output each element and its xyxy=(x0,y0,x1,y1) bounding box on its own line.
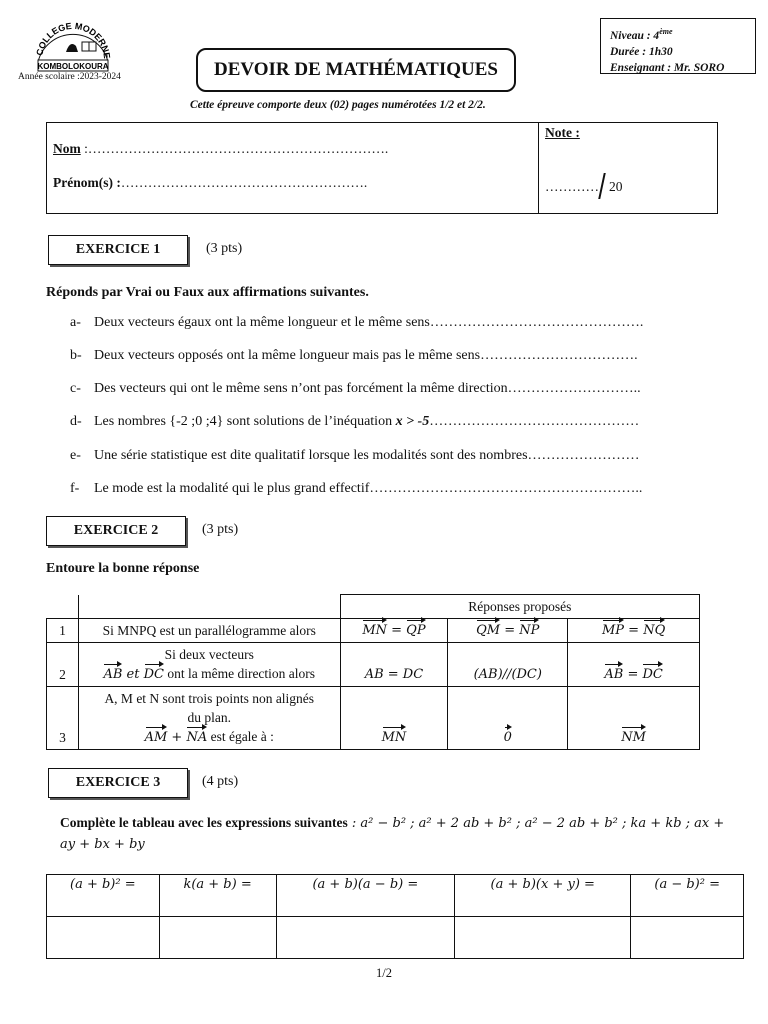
enseignant: Enseignant : Mr. SORO xyxy=(610,61,725,74)
col-header: k(a + b) = xyxy=(159,875,276,917)
info-box xyxy=(600,18,756,74)
table-row xyxy=(47,875,744,917)
prenom-field[interactable]: Prénom(s) :………………………………………………. xyxy=(53,175,368,190)
answer-1b[interactable]: QM = NP xyxy=(448,619,568,643)
note-label: Note : xyxy=(545,125,580,140)
exercise-2-points: (3 pts) xyxy=(202,522,239,537)
answer-cell[interactable] xyxy=(159,917,276,959)
col-header: (a + b)² = xyxy=(47,875,160,917)
answer-1c[interactable]: MP = NQ xyxy=(568,619,700,643)
duree: Durée : 1h30 xyxy=(610,45,673,58)
nom-field[interactable]: Nom :…………………………………………………………. xyxy=(53,141,389,156)
answer-3b[interactable]: 0 xyxy=(448,687,568,750)
note-field[interactable]: ………… 20 xyxy=(545,173,623,199)
answer-2a[interactable]: AB = DC xyxy=(340,643,448,687)
ex1-item-f: f- Le mode est la modalité qui le plus grand effectif………………………………………………….. xyxy=(70,481,643,496)
svg-text:KOMBOLOKOURA: KOMBOLOKOURA xyxy=(37,62,109,71)
answer-2c[interactable]: AB = DC xyxy=(568,643,700,687)
ex1-item-c: c- Des vecteurs qui ont le même sens n’ont pas forcément la même direction……………………….. xyxy=(70,381,641,396)
row-number: 3 xyxy=(47,687,79,750)
page-title: DEVOIR DE MATHÉMATIQUES xyxy=(196,48,516,92)
answer-1a[interactable]: MN = QP xyxy=(340,619,448,643)
svg-text:COLLEGE MODERNE: COLLEGE MODERNE xyxy=(34,20,113,60)
question-2: Si deux vecteurs AB et DC ont la même direction alors xyxy=(78,643,340,687)
exercise-3-instruction: Complète le tableau avec les expressions suivantes : a² − b² ; a² + 2 ab + b² ; a² − 2 ab + b² ; ka + kb ; ax + ay + bx + by xyxy=(60,815,725,852)
ex1-item-e: e- Une série statistique est dite qualitatif lorsque les modalités sont des nombres…………………… xyxy=(70,448,640,463)
question-3: A, M et N sont trois points non alignés du plan. AM + NA est égale à : xyxy=(78,687,340,750)
ex1-item-b: b- Deux vecteurs opposés ont la même longueur mais pas le même sens……………………………. xyxy=(70,348,638,363)
niveau: Niveau : 4ème xyxy=(610,27,673,42)
school-year: Année scolaire :2023-2024 xyxy=(18,72,121,82)
exercise-1-instruction: Réponds par Vrai ou Faux aux affirmations suivantes. xyxy=(46,285,369,300)
answer-2b[interactable]: (AB)//(DC) xyxy=(448,643,568,687)
table-row xyxy=(47,643,700,687)
school-logo xyxy=(28,14,118,74)
exercise-1-points: (3 pts) xyxy=(206,241,243,256)
table-row xyxy=(47,619,700,643)
question-1: Si MNPQ est un parallélogramme alors xyxy=(78,619,340,643)
table-row xyxy=(47,917,744,959)
ex1-item-d: d- Les nombres {-2 ;0 ;4} sont solutions de l’inéquation x > -5……………………………………… xyxy=(70,414,640,429)
answer-cell[interactable] xyxy=(631,917,744,959)
exercise-1-label: EXERCICE 1 xyxy=(48,235,188,265)
col-header: (a − b)² = xyxy=(631,875,744,917)
exercise-3-label: EXERCICE 3 xyxy=(48,768,188,798)
expression-table xyxy=(46,874,744,959)
row-number: 2 xyxy=(47,643,79,687)
exercise-3-points: (4 pts) xyxy=(202,774,239,789)
answers-header: Réponses proposés xyxy=(340,595,699,619)
subtitle: Cette épreuve comporte deux (02) pages numérotées 1/2 et 2/2. xyxy=(190,99,486,111)
exercise-2-instruction: Entoure la bonne réponse xyxy=(46,561,200,576)
answer-3a[interactable]: MN xyxy=(340,687,448,750)
answer-cell[interactable] xyxy=(276,917,455,959)
table-row xyxy=(47,687,700,750)
qcm-table xyxy=(46,594,700,750)
answer-3c[interactable]: NM xyxy=(568,687,700,750)
answer-cell[interactable] xyxy=(455,917,631,959)
page-number: 1/2 xyxy=(376,966,392,980)
col-header: (a + b)(a − b) = xyxy=(276,875,455,917)
ex1-item-a: a- Deux vecteurs égaux ont la même longueur et le même sens………………………………………. xyxy=(70,315,644,330)
table-row xyxy=(47,595,700,619)
identity-table xyxy=(46,122,718,214)
exercise-2-label: EXERCICE 2 xyxy=(46,516,186,546)
answer-cell[interactable] xyxy=(47,917,160,959)
row-number: 1 xyxy=(47,619,79,643)
col-header: (a + b)(x + y) = xyxy=(455,875,631,917)
